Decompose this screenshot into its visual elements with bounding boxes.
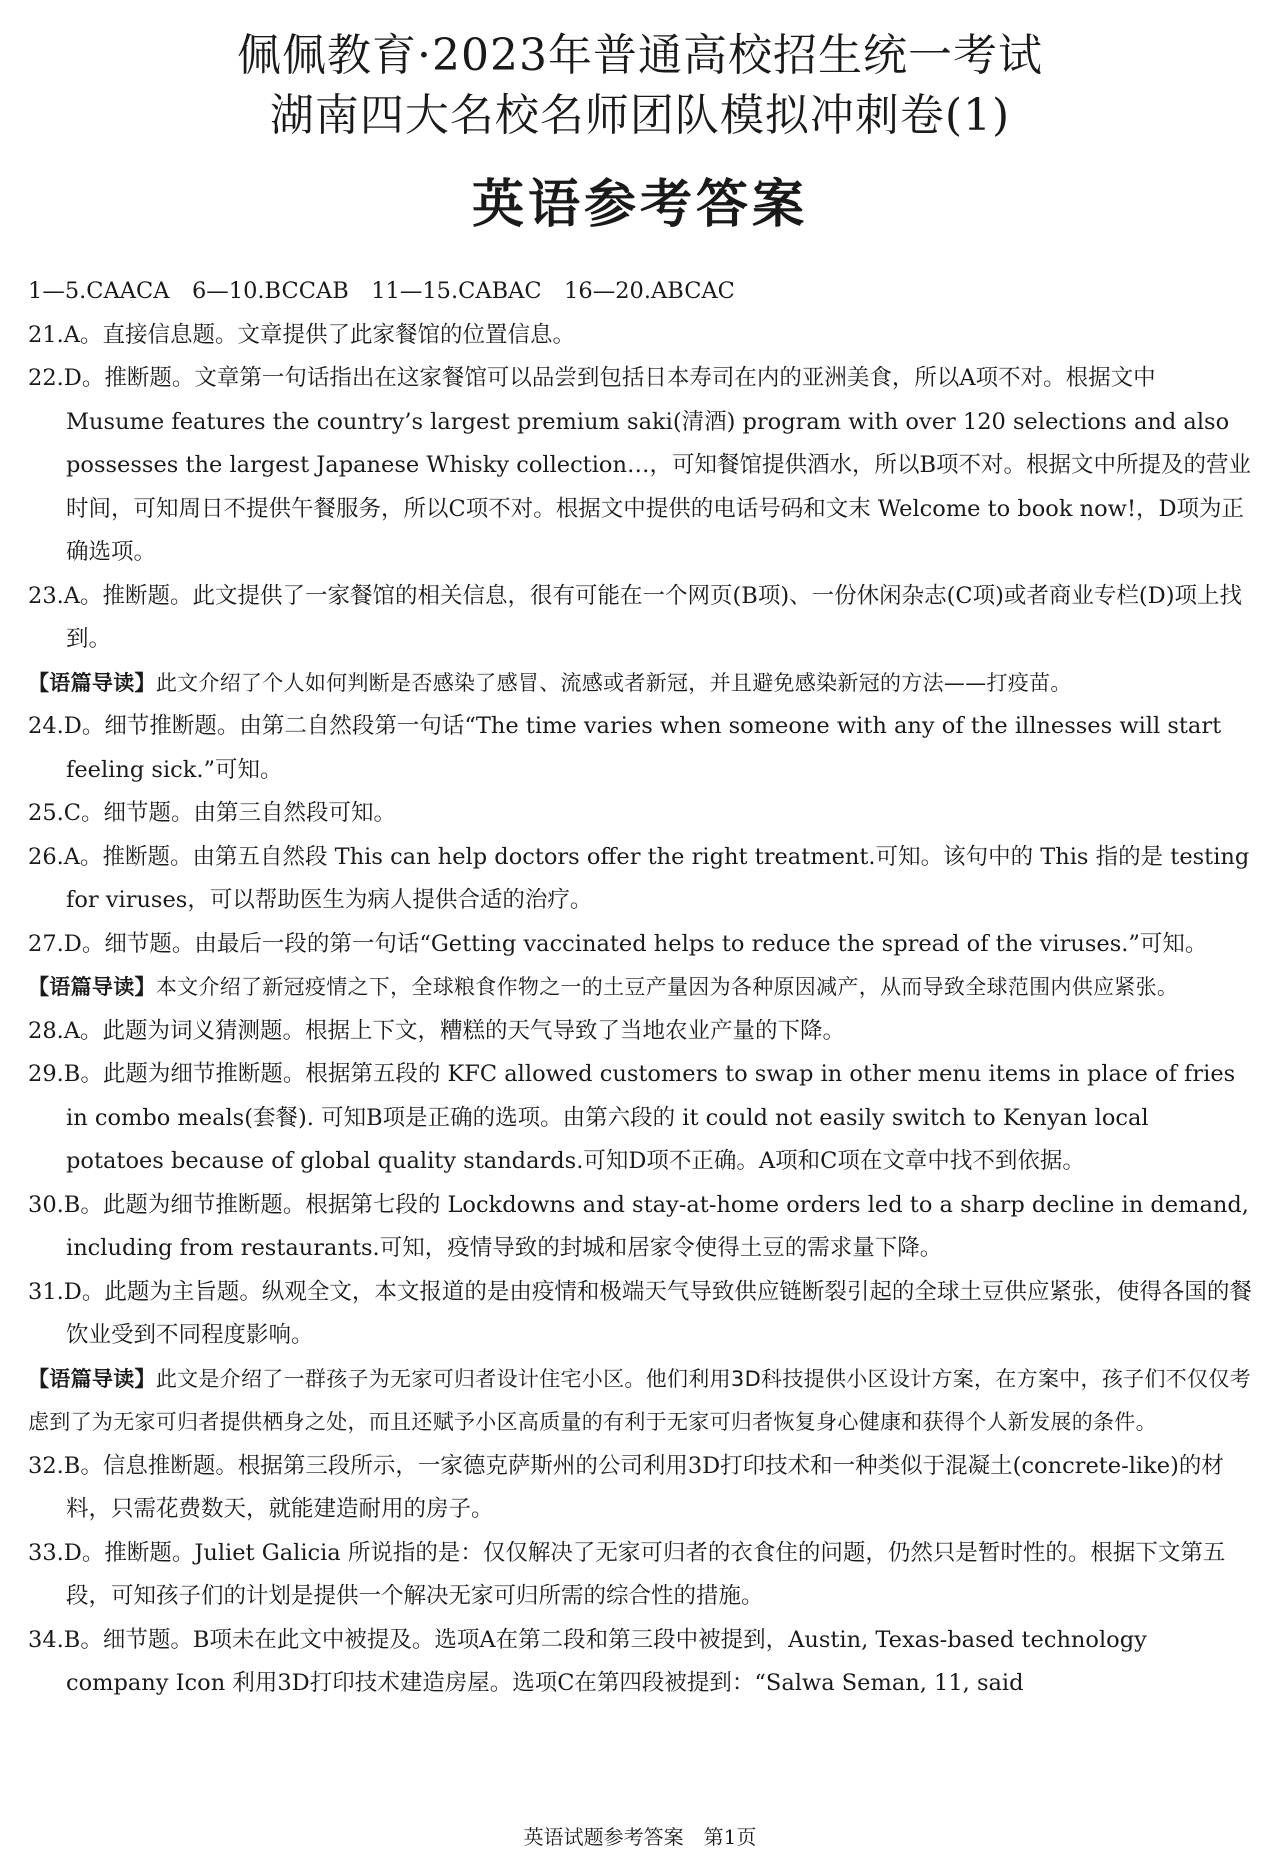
answer-explanation: 28.A。此题为词义猜测题。根据上下文，糟糕的天气导致了当地农业产量的下降。 [28, 1017, 846, 1044]
guide-tag: 【语篇导读】 [28, 1366, 156, 1391]
answer-explanation: 27.D。细节题。由最后一段的第一句话“Getting vaccinated helps to reduce the spread of the viruses.”可知。 [28, 930, 1208, 957]
answer-explanation: 32.B。信息推断题。根据第三段所示，一家德克萨斯州的公司利用3D打印技术和一种类似于混凝土(concrete-like)的材料，只需花费数天，就能建造耐用的房子。 [28, 1452, 1224, 1522]
answer-explanation: 34.B。细节题。B项未在此文中被提及。选项A在第二段和第三段中被提到，Austin, Texas-based technology company Icon 利用3D打印技术建造房屋。选项C在第四段被提到：“Salwa Seman, 11, said [28, 1626, 1147, 1696]
guide-text: 此文是介绍了一群孩子为无家可归者设计住宅小区。他们利用3D科技提供小区设计方案，在方案中，孩子们不仅仅考虑到了为无家可归者提供栖身之处，而且还赋予小区高质量的有利于无家可归者恢复身心健康和获得个人新发展的条件。 [28, 1366, 1251, 1434]
answer-explanation: 31.D。此题为主旨题。纵观全文，本文报道的是由疫情和极端天气导致供应链断裂引起的全球土豆供应紧张，使得各国的餐饮业受到不同程度影响。 [28, 1278, 1252, 1348]
answer-explanation: 29.B。此题为细节推断题。根据第五段的 KFC allowed customers to swap in other menu items in place of fries in combo meals(套餐). 可知B项是正确的选项。由第六段的 it could not easily switch to Kenyan local potatoes because of global quality standards.可知D项不正确。A项和C项在文章中找不到依据。 [28, 1061, 1236, 1174]
answer-explanation: 25.C。细节题。由第三自然段可知。 [28, 800, 396, 826]
answer-explanation: 24.D。细节推断题。由第二自然段第一句话“The time varies when someone with any of the illnesses will start feeling sick.”可知。 [28, 713, 1222, 783]
answer-explanation: 23.A。推断题。此文提供了一家餐馆的相关信息，很有可能在一个网页(B项)、一份休闲杂志(C项)或者商业专栏(D)项上找到。 [28, 582, 1242, 652]
answer-explanation: 30.B。此题为细节推断题。根据第七段的 Lockdowns and stay-at-home orders led to a sharp decline in demand, including from restaurants.可知，疫情导致的封城和居家令使得土豆的需求量下降。 [28, 1191, 1249, 1261]
exam-title-line2: 湖南四大名校名师团队模拟冲刺卷(1) [269, 90, 1011, 141]
exam-title-line1: 佩佩教育·2023年普通高校招生统一考试 [237, 30, 1043, 81]
answer-explanation: 33.D。推断题。Juliet Galicia 所说指的是：仅仅解决了无家可归者的衣食住的问题，仍然只是暂时性的。根据下文第五段，可知孩子们的计划是提供一个解决无家可归所需的综合性的措施。 [28, 1539, 1226, 1609]
answer-list [28, 314, 1252, 1706]
answer-explanation: 21.A。直接信息题。文章提供了此家餐馆的位置信息。 [28, 321, 576, 348]
guide-tag: 【语篇导读】 [28, 975, 156, 999]
guide-text: 此文介绍了个人如何判断是否感染了感冒、流感或者新冠，并且避免感染新冠的方法——打疫苗。 [155, 670, 1072, 695]
passage-guide [28, 662, 1252, 706]
answer-explanation: 26.A。推断题。由第五自然段 This can help doctors offer the right treatment.可知。该句中的 This 指的是 testing for viruses，可以帮助医生为病人提供合适的治疗。 [28, 843, 1250, 913]
answers-1-20: 1—5.CAACA 6—10.BCCAB 11—15.CABAC 16—20.ABCAC [28, 278, 735, 304]
page-title: 英语参考答案 [471, 174, 808, 235]
passage-guide [28, 966, 1252, 1010]
answer-explanation: 22.D。推断题。文章第一句话指出在这家餐馆可以品尝到包括日本寿司在内的亚洲美食，所以A项不对。根据文中 Musume features the country’s largest premium saki(清酒) program with over 120 selections and also possesses the largest Japanese Whisky collection…，可知餐馆提供酒水，所以B项不对。根据文中所提及的营业时间，可知周日不提供午餐服务，所以C项不对。根据文中提供的电话号码和文末 Welcome to book now!，D项为正确选项。 [28, 365, 1251, 565]
answer-content [28, 270, 1252, 1706]
guide-tag: 【语篇导读】 [28, 670, 156, 695]
guide-text: 本文介绍了新冠疫情之下，全球粮食作物之一的土豆产量因为各种原因减产，从而导致全球范围内供应紧张。 [155, 975, 1179, 999]
passage-guide [28, 1358, 1252, 1445]
page-footer: 英语试题参考答案 第1页 [523, 1825, 757, 1849]
